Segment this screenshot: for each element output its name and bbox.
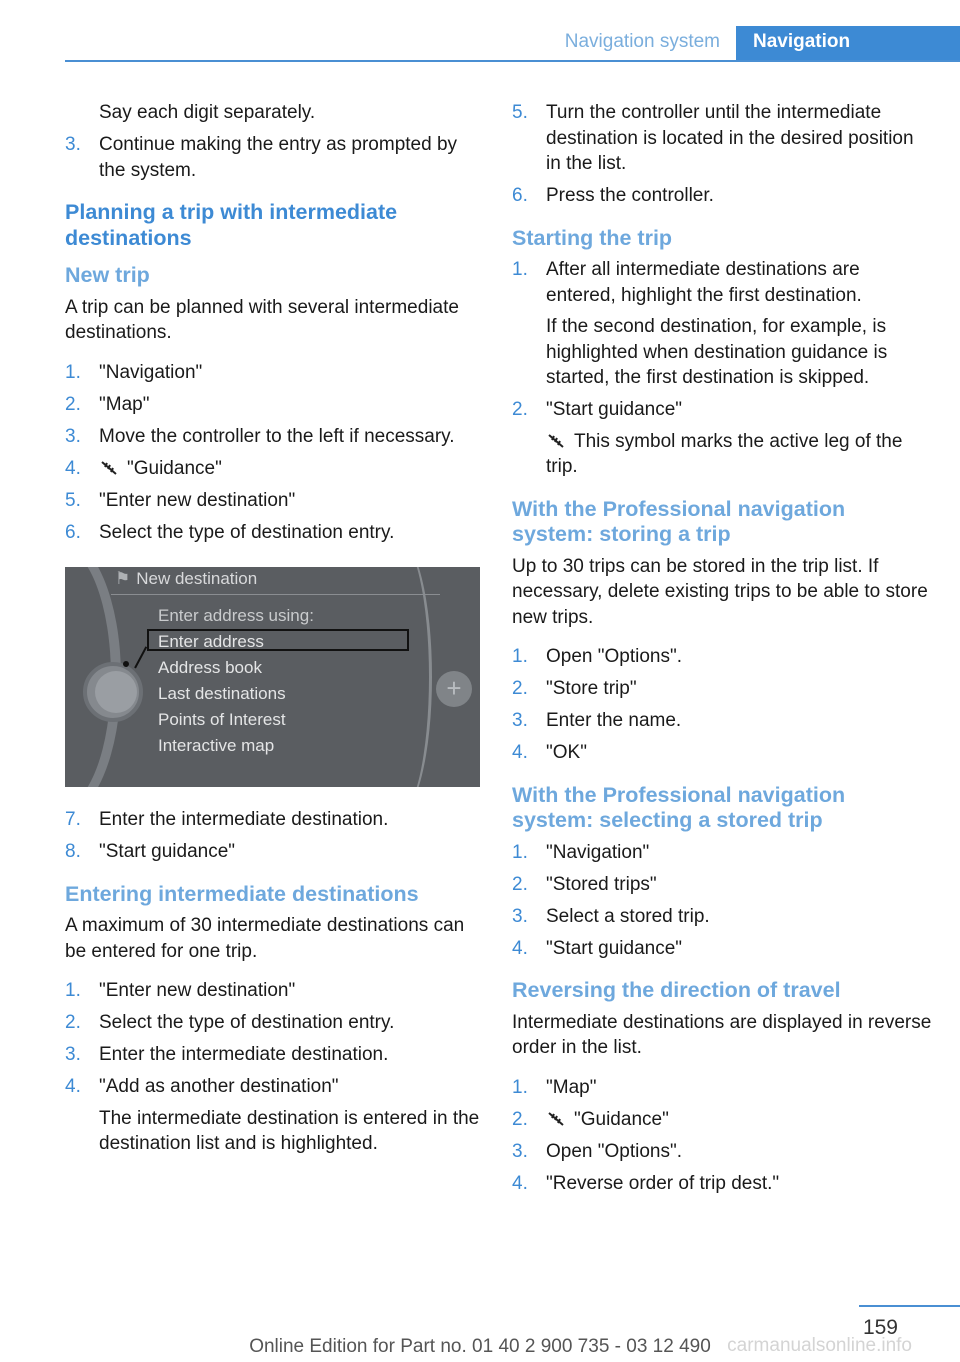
list-item bbox=[512, 1171, 932, 1197]
step-text: Select the type of destination entry. bbox=[99, 1012, 395, 1033]
new-destination-screenshot bbox=[65, 567, 480, 787]
header-section-title: Navigation system bbox=[564, 31, 720, 52]
step-text: After all intermediate destinations are entered, highlight the first destination. bbox=[546, 259, 862, 306]
step-text: "Guidance" bbox=[574, 1108, 669, 1130]
controller-knob-center bbox=[95, 671, 137, 713]
step-text: Select a stored trip. bbox=[546, 905, 710, 927]
list-item bbox=[65, 520, 485, 546]
guidance-flag-icon bbox=[546, 434, 566, 448]
step-number: 3. bbox=[65, 425, 81, 447]
menu-caption: Enter address using: bbox=[158, 606, 314, 625]
guidance-flag-icon bbox=[99, 461, 119, 475]
steps-selecting bbox=[512, 840, 932, 962]
step-subtext: The intermediate destination is entered in the destination list and is highlighted. bbox=[99, 1107, 480, 1154]
screen-title bbox=[115, 569, 257, 589]
edition-line: Online Edition for Part no. 01 40 2 900 735 - 03 12 490 bbox=[249, 1336, 711, 1357]
step-text: Continue making the entry as prompted by the system. bbox=[99, 134, 458, 181]
list-item bbox=[512, 1107, 932, 1133]
list-item bbox=[512, 936, 932, 962]
step-text: "Store trip" bbox=[546, 678, 637, 699]
heading-new-trip: New trip bbox=[65, 263, 150, 287]
footer-rule bbox=[859, 1305, 960, 1307]
step-number: 2. bbox=[65, 393, 81, 415]
steps-entering bbox=[65, 978, 485, 1157]
menu-item-interactive-map[interactable]: Interactive map bbox=[158, 736, 275, 755]
step-subtext: This symbol marks the active leg of the trip. bbox=[546, 430, 903, 477]
step-text: "Enter new destination" bbox=[99, 489, 296, 511]
step-number: 2. bbox=[512, 873, 528, 895]
step-number: 3. bbox=[65, 134, 81, 155]
list-item bbox=[512, 257, 932, 391]
heading-reversing: Reversing the direction of travel bbox=[512, 978, 841, 1002]
step-number: 6. bbox=[512, 185, 528, 206]
step-text: Open "Options". bbox=[546, 646, 683, 667]
step-number: 6. bbox=[65, 521, 81, 543]
step-number: 1. bbox=[512, 841, 528, 863]
step-text: "Stored trips" bbox=[546, 873, 657, 895]
menu-item-points-of-interest[interactable]: Points of Interest bbox=[158, 710, 286, 729]
screen-menu bbox=[158, 603, 314, 759]
step-number: 1. bbox=[512, 646, 528, 667]
list-item bbox=[65, 132, 485, 183]
nav-flag-icon: ⚑ bbox=[115, 569, 131, 588]
list-item bbox=[65, 456, 485, 482]
step-number: 3. bbox=[512, 1140, 528, 1162]
step-text: "Start guidance" bbox=[546, 937, 683, 959]
step-number: 4. bbox=[512, 937, 528, 959]
intro-text: Say each digit separately. bbox=[99, 102, 316, 123]
list-item bbox=[65, 392, 485, 418]
step-number: 5. bbox=[65, 489, 81, 511]
header-chapter-tab: Navigation bbox=[736, 26, 960, 62]
list-item bbox=[512, 100, 932, 177]
storing-text: Up to 30 trips can be stored in the trip list. If necessary, delete existing trips to be able to store new trips. bbox=[512, 555, 928, 628]
page-header bbox=[0, 26, 960, 62]
step-text: "Add as another destination" bbox=[99, 1076, 339, 1097]
step-number: 1. bbox=[65, 361, 81, 383]
list-item bbox=[512, 183, 932, 209]
list-item bbox=[512, 840, 932, 866]
list-item bbox=[65, 1010, 485, 1036]
step-text: Move the controller to the left if necessary. bbox=[99, 425, 455, 447]
step-number: 2. bbox=[512, 399, 528, 420]
list-item bbox=[512, 872, 932, 898]
menu-item-last-destinations[interactable]: Last destinations bbox=[158, 684, 286, 703]
step-number: 4. bbox=[65, 1076, 81, 1097]
list-item bbox=[65, 424, 485, 450]
list-item bbox=[65, 360, 485, 386]
step-text: "OK" bbox=[546, 742, 587, 763]
heading-starting: Starting the trip bbox=[512, 225, 673, 250]
step-text: Open "Options". bbox=[546, 1140, 683, 1162]
callout-line bbox=[134, 646, 147, 668]
screen-bezel-right bbox=[362, 567, 432, 787]
zoom-plus-icon: + bbox=[436, 671, 472, 707]
heading-planning: Planning a trip with intermediate destinations bbox=[65, 200, 398, 250]
left-column bbox=[65, 100, 485, 1163]
step-text: "Reverse order of trip dest." bbox=[546, 1172, 780, 1194]
step-number: 5. bbox=[512, 102, 528, 123]
step-number: 4. bbox=[512, 1172, 528, 1194]
step-number: 4. bbox=[65, 457, 81, 479]
callout-dot bbox=[123, 661, 129, 667]
list-item bbox=[512, 904, 932, 930]
list-item bbox=[512, 397, 932, 480]
steps-storing bbox=[512, 644, 932, 766]
menu-item-enter-address[interactable]: Enter address bbox=[158, 632, 264, 651]
step-number: 8. bbox=[65, 841, 81, 862]
reversing-text: Intermediate destinations are displayed in reverse order in the list. bbox=[512, 1011, 932, 1058]
heading-selecting: With the Professional navigation system: selecting a stored trip bbox=[512, 782, 846, 832]
step-text: "Navigation" bbox=[546, 841, 650, 863]
list-item bbox=[65, 839, 485, 865]
screen-title-rule bbox=[111, 594, 440, 595]
list-item bbox=[65, 1042, 485, 1068]
page-number: 159 bbox=[862, 1316, 898, 1339]
step-subtext-symbol bbox=[546, 429, 932, 480]
step-number: 2. bbox=[512, 1108, 528, 1130]
step-number: 2. bbox=[65, 1012, 81, 1033]
heading-entering: Entering intermediate destinations bbox=[65, 881, 419, 906]
step-subtext: If the second destination, for example, is highlighted when destination guidance is started, the first destination is skipped. bbox=[546, 316, 888, 388]
step-number: 1. bbox=[65, 980, 81, 1001]
entering-text: A maximum of 30 intermediate destinations can be entered for one trip. bbox=[65, 915, 465, 962]
step-text: "Map" bbox=[546, 1076, 597, 1098]
step-text: "Enter new destination" bbox=[99, 980, 296, 1001]
step-text: "Guidance" bbox=[127, 457, 222, 479]
step-number: 1. bbox=[512, 1076, 528, 1098]
step-number: 2. bbox=[512, 678, 528, 699]
step-text: Enter the name. bbox=[546, 710, 682, 731]
step-number: 3. bbox=[512, 905, 528, 927]
list-item bbox=[512, 740, 932, 766]
menu-item-address-book[interactable]: Address book bbox=[158, 658, 262, 677]
step-number: 4. bbox=[512, 742, 528, 763]
step-text: "Map" bbox=[99, 393, 150, 415]
right-column bbox=[512, 100, 932, 1203]
guidance-flag-icon bbox=[546, 1112, 566, 1126]
step-text: Turn the controller until the intermediate destination is located in the desired position in the list. bbox=[546, 102, 914, 174]
list-item bbox=[65, 488, 485, 514]
step-number: 3. bbox=[512, 710, 528, 731]
step-text: Enter the intermediate destination. bbox=[99, 809, 389, 830]
screen-title-text: New destination bbox=[136, 569, 258, 588]
highlight-frame bbox=[147, 629, 409, 651]
step-number: 7. bbox=[65, 809, 81, 830]
steps-reversing bbox=[512, 1075, 932, 1197]
step-text: Press the controller. bbox=[546, 185, 714, 206]
list-item bbox=[512, 1075, 932, 1101]
steps-after-screen bbox=[65, 807, 485, 865]
list-item bbox=[512, 676, 932, 702]
steps-new-trip bbox=[65, 360, 485, 546]
list-item bbox=[65, 1074, 485, 1157]
heading-storing: With the Professional navigation system: storing a trip bbox=[512, 496, 846, 546]
new-trip-text: A trip can be planned with several intermediate destinations. bbox=[65, 296, 459, 343]
step-text: "Start guidance" bbox=[99, 841, 236, 862]
list-item bbox=[65, 978, 485, 1004]
step-text: "Start guidance" bbox=[546, 399, 683, 420]
list-item bbox=[512, 1139, 932, 1165]
step-number: 3. bbox=[65, 1044, 81, 1065]
list-item bbox=[512, 644, 932, 670]
step-number: 1. bbox=[512, 259, 528, 280]
list-item bbox=[65, 807, 485, 833]
watermark: carmanualsonline.info bbox=[727, 1335, 912, 1356]
header-rule bbox=[65, 60, 960, 62]
list-item bbox=[512, 708, 932, 734]
step-text: Select the type of destination entry. bbox=[99, 521, 395, 543]
step-text: "Navigation" bbox=[99, 361, 203, 383]
step-text: Enter the intermediate destination. bbox=[99, 1044, 389, 1065]
